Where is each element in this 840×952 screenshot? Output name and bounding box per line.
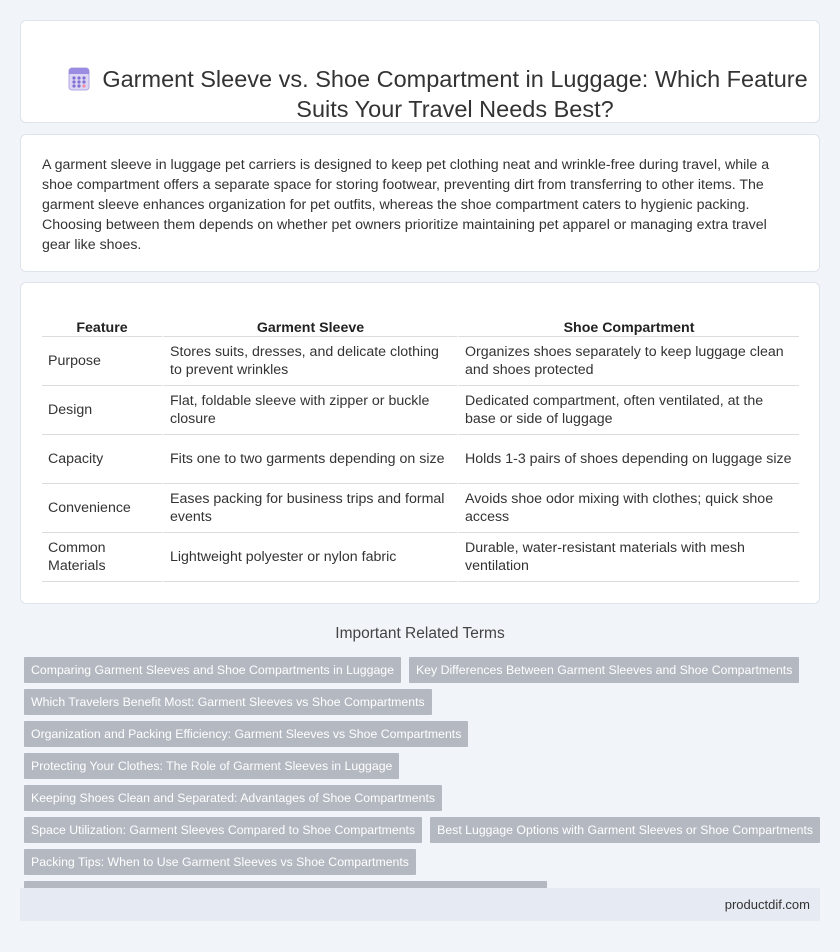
intro-text: A garment sleeve in luggage pet carriers is designed to keep pet clothing neat and wrinkle-free during travel, while a shoe compartment offers a separate space for storing footwear, preventing dirt from transferring to other items. The garment sleeve enhances organization for pet outfits, whereas the shoe compartment caters to hygienic packing. Choosing between them depends on whether pet owners prioritize maintaining pet apparel or managing extra travel gear like shoes. — [42, 157, 770, 253]
column-header: Garment Sleeve — [162, 315, 457, 337]
table-row — [42, 435, 799, 484]
table-cell: Durable, water-resistant materials with mesh ventilation — [457, 533, 799, 582]
related-term-tag[interactable]: Comparing Garment Sleeves and Shoe Compartments in Luggage — [24, 657, 401, 683]
related-term-tag[interactable]: Protecting Your Clothes: The Role of Garment Sleeves in Luggage — [24, 753, 399, 779]
table-row — [42, 533, 799, 582]
page-title: Garment Sleeve vs. Shoe Compartment in Luggage: Which Feature Suits Your Travel Needs Best? — [102, 66, 808, 122]
table-cell: Flat, foldable sleeve with zipper or buckle closure — [162, 386, 457, 435]
related-term-tag[interactable]: Key Differences Between Garment Sleeves and Shoe Compartments — [409, 657, 799, 683]
table-cell: Eases packing for business trips and formal events — [162, 484, 457, 533]
table-cell: Fits one to two garments depending on size — [162, 435, 457, 484]
table-cell: Organizes shoes separately to keep luggage clean and shoes protected — [457, 337, 799, 386]
footer-site-link[interactable]: productdif.com — [724, 897, 810, 912]
table-cell: Dedicated compartment, often ventilated, at the base or side of luggage — [457, 386, 799, 435]
related-term-tag[interactable]: Packing Tips: When to Use Garment Sleeves vs Shoe Compartments — [24, 849, 416, 875]
table-cell: Holds 1-3 pairs of shoes depending on luggage size — [457, 435, 799, 484]
related-terms-list — [24, 657, 824, 907]
calculator-icon — [67, 67, 91, 91]
table-cell: Lightweight polyester or nylon fabric — [162, 533, 457, 582]
comparison-table — [42, 315, 799, 582]
table-cell: Purpose — [42, 337, 162, 386]
related-term-tag[interactable]: Keeping Shoes Clean and Separated: Advantages of Shoe Compartments — [24, 785, 442, 811]
table-cell: Stores suits, dresses, and delicate clothing to prevent wrinkles — [162, 337, 457, 386]
column-header: Feature — [42, 315, 162, 337]
comparison-table-card — [20, 282, 820, 604]
table-cell: Design — [42, 386, 162, 435]
related-term-tag[interactable]: Best Luggage Options with Garment Sleeves or Shoe Compartments — [430, 817, 820, 843]
intro-card — [20, 134, 820, 272]
related-term-tag[interactable]: Which Travelers Benefit Most: Garment Sleeves vs Shoe Compartments — [24, 689, 432, 715]
title-card — [20, 20, 820, 123]
footer — [20, 888, 820, 921]
table-cell: Convenience — [42, 484, 162, 533]
column-header: Shoe Compartment — [457, 315, 799, 337]
related-term-tag[interactable]: Space Utilization: Garment Sleeves Compared to Shoe Compartments — [24, 817, 422, 843]
table-row — [42, 386, 799, 435]
related-term-tag[interactable]: Organization and Packing Efficiency: Garment Sleeves vs Shoe Compartments — [24, 721, 468, 747]
table-cell: Capacity — [42, 435, 162, 484]
table-header-row — [42, 315, 799, 337]
table-row — [42, 337, 799, 386]
table-cell: Common Materials — [42, 533, 162, 582]
related-terms-title: Important Related Terms — [335, 625, 505, 642]
table-cell: Avoids shoe odor mixing with clothes; quick shoe access — [457, 484, 799, 533]
table-row — [42, 484, 799, 533]
